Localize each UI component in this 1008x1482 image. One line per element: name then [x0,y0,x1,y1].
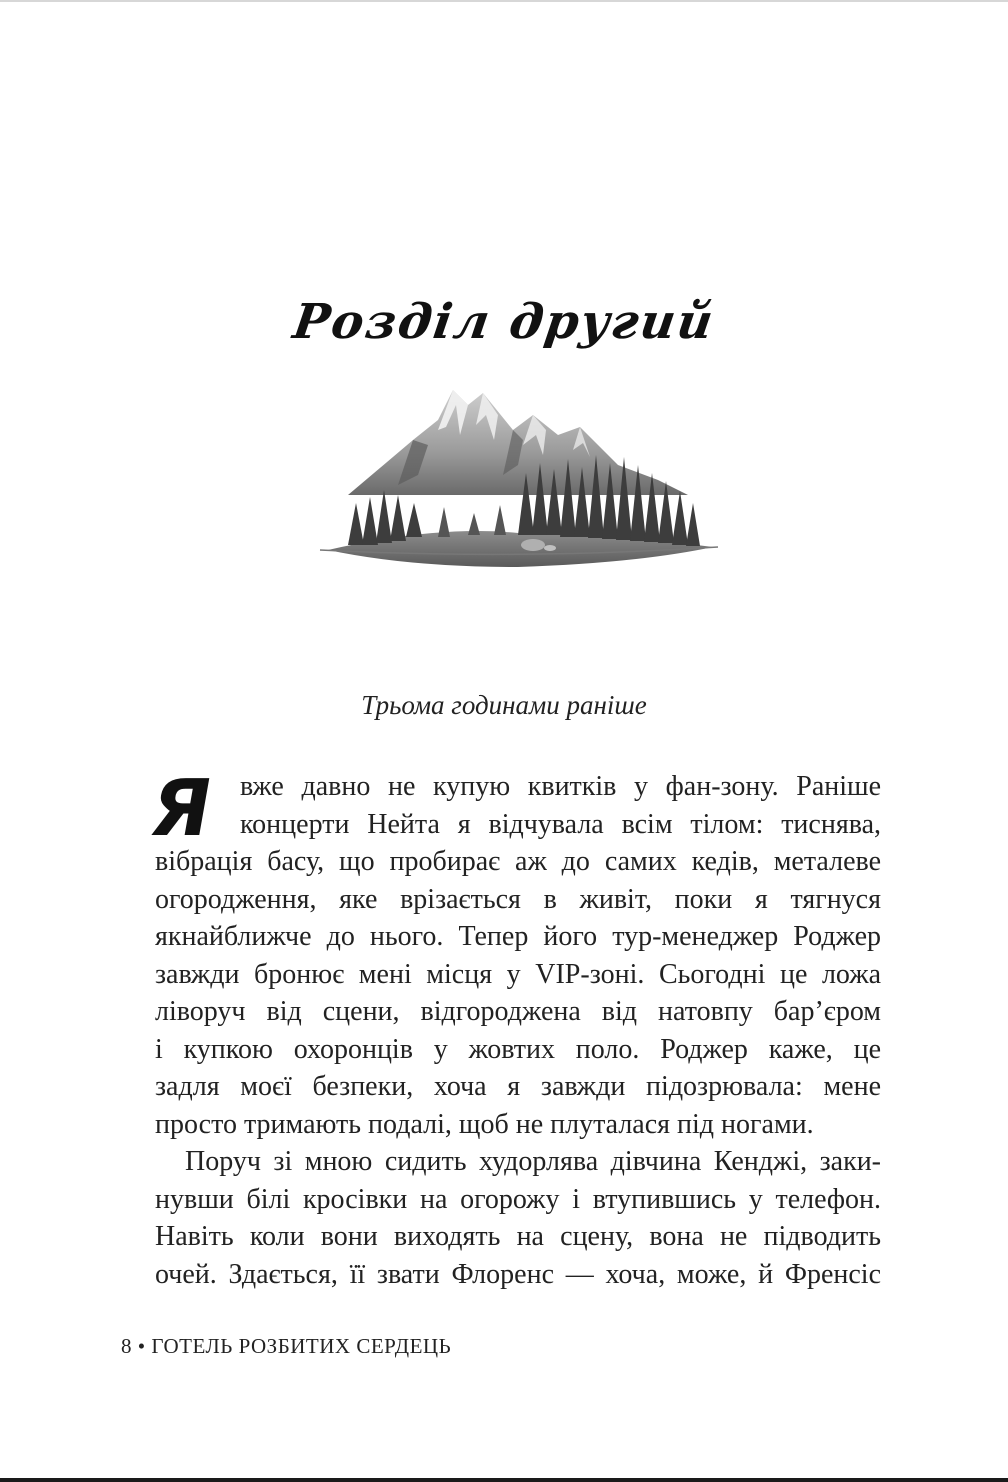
chapter-subtitle: Трьома годинами раніше [361,690,647,720]
text-line: завжди бронює мені місця у VIP-зоні. Сьогодні це ложа [155,958,881,990]
text-line: нувши білі кросівки на огорожу і втупившись у телефон. [155,1183,881,1215]
drop-cap: Я [143,764,219,854]
body-text [143,764,881,1293]
text-line: вже давно не купую квитків у фан-зону. Раніше [240,771,881,802]
text-line: просто тримають подалі, щоб не плуталася під ногами. [155,1108,814,1140]
text-line: концерти Нейта я відчувала всім тілом: тиснява, [240,808,881,840]
text-line: вібрація басу, що пробирає аж до самих кедів, металеве [155,846,881,877]
page-footer [121,1334,451,1359]
chapter-title: Розділ другий [289,294,719,350]
footer-separator: • [137,1334,146,1358]
page-top-edge [0,0,1008,2]
page-bottom-edge [0,1478,1008,1482]
text-line: ліворуч від сцени, відгороджена від натовпу бар’єром [155,996,881,1027]
mountain-forest-icon [318,385,720,585]
page-number: 8 [121,1334,132,1358]
text-line: очей. Здається, її звати Флоренс — хоча, може, й Френсіс [155,1258,881,1290]
text-line: і купкою охоронців у жовтих поло. Роджер каже, це [155,1033,881,1065]
text-line: огородження, яке врізається в живіт, поки я тягнуся [155,883,881,915]
text-line: Поруч зі мною сидить худорлява дівчина Кенджі, заки- [185,1146,881,1177]
text-line: якнайближче до нього. Тепер його тур-менеджер Роджер [155,921,881,952]
text-line: Навіть коли вони виходять на сцену, вона не підводить [155,1221,881,1252]
running-title: ГОТЕЛЬ РОЗБИТИХ СЕРДЕЦЬ [151,1334,452,1358]
text-line: задля моєї безпеки, хоча я завжди підозрювала: мене [155,1071,881,1102]
